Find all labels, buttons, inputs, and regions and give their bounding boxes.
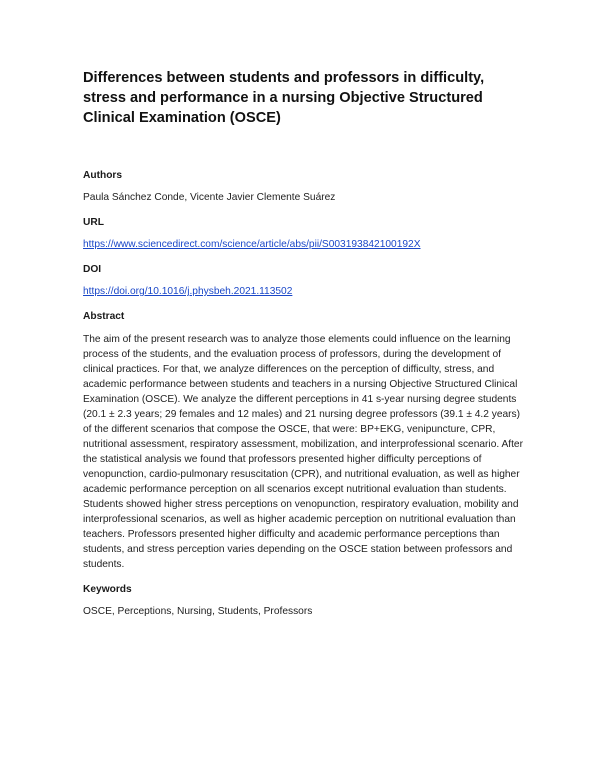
doi-heading: DOI xyxy=(83,264,102,275)
url-row xyxy=(83,238,523,252)
authors-heading: Authors xyxy=(83,170,123,181)
keywords-text: OSCE, Perceptions, Nursing, Students, Professors xyxy=(83,606,313,617)
url-heading: URL xyxy=(83,217,104,228)
url-link[interactable]: https://www.sciencedirect.com/science/article/abs/pii/S003193842100192X xyxy=(83,239,421,250)
document-page xyxy=(83,68,523,630)
doi-row xyxy=(83,285,523,299)
keywords-heading: Keywords xyxy=(83,584,132,595)
authors-text: Paula Sánchez Conde, Vicente Javier Clemente Suárez xyxy=(83,192,336,203)
abstract-heading: Abstract xyxy=(83,311,125,322)
abstract-text: The aim of the present research was to analyze those elements could influence on the learning process of the students, and the evaluation process of professors, during the development of clinical practices. For that, we analyze differences on the perception of difficulty, stress, and academic performance between students and teachers in a nursing Objective Structured Clinical Examination (OSCE). We analyze the different perceptions in 41 s-year nursing degree students (20.1 ± 2.3 years; 29 females and 12 males) and 21 nursing degree professors (39.1 ± 4.2 years) of the different scenarios that compose the OSCE, that were: BP+EKG, venipuncture, CPR, nutritional assessment, respiratory assessment, mobilization, and interprofessional scenario. After the statistical analysis we found that professors presented higher difficulty perceptions of venopunction, cardio-pulmonary resuscitation (CPR), and nutritional evaluation, as well as higher academic performance perception on all scenarios except nutritional evaluation than students. Students showed higher stress perceptions on venopunction, respiratory evaluation, mobility and interprofessional scenarios, as well as higher academic perception on nutritional evaluation than teachers. Professors presented higher difficulty and academic performance perceptions than students, and stress perception varies depending on the OSCE station between professors and students. xyxy=(83,334,523,570)
doi-link[interactable]: https://doi.org/10.1016/j.physbeh.2021.113502 xyxy=(83,286,293,297)
paper-title: Differences between students and professors in difficulty, stress and performance in a nursing Objective Structured Clinical Examination (OSCE) xyxy=(83,70,485,126)
